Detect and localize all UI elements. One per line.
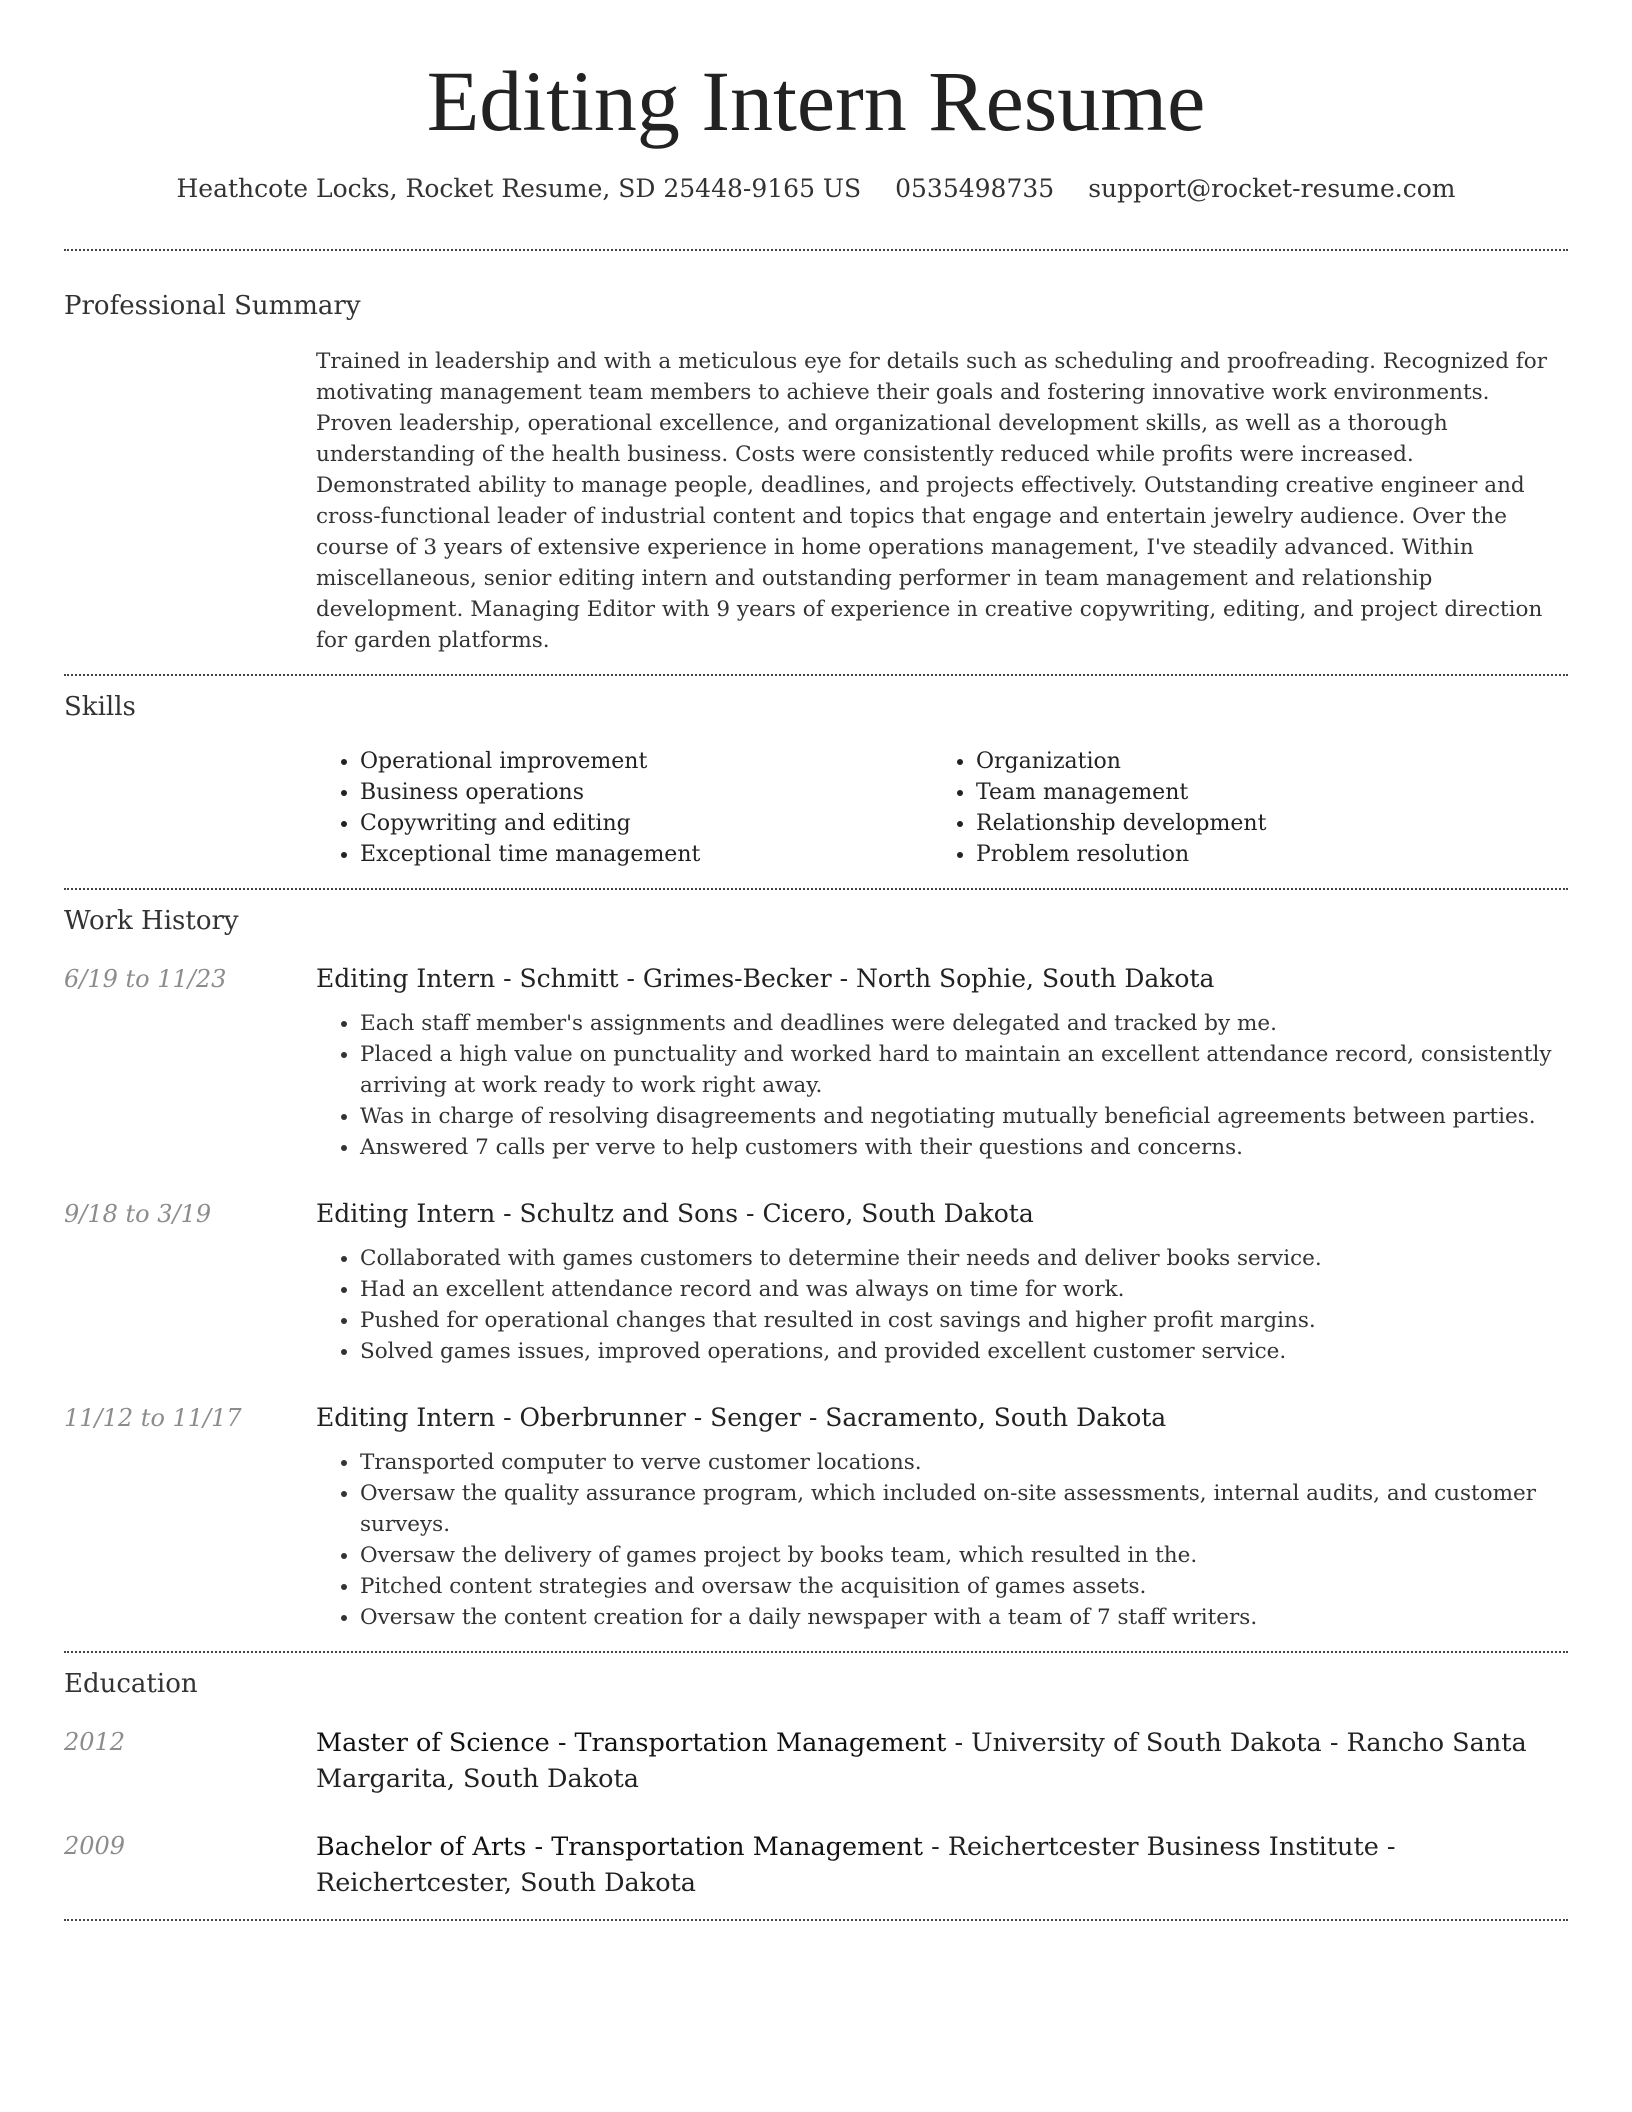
skills-column-left — [316, 746, 932, 870]
job-bullets — [316, 1008, 1568, 1163]
skill-item: • Team management — [976, 777, 1548, 808]
skill-item: • Relationship development — [976, 808, 1548, 839]
job-bullet: • Pushed for operational changes that resulted in cost savings and higher profit margins. — [360, 1305, 1568, 1336]
job-title: Editing Intern - Schultz and Sons - Cicero, South Dakota — [316, 1199, 1034, 1228]
education-body — [316, 1725, 1568, 1797]
job-title: Editing Intern - Schmitt - Grimes-Becker - North Sophie, South Dakota — [316, 964, 1215, 993]
job-body — [316, 962, 1568, 1163]
education-date: 2009 — [64, 1832, 126, 1860]
job-bullet: • Was in charge of resolving disagreements and negotiating mutually beneficial agreements between parties. — [360, 1101, 1568, 1132]
contact-address: Heathcote Locks, Rocket Resume, SD 25448-9165 US — [176, 174, 862, 203]
job-entry — [64, 1197, 1568, 1367]
job-date: 11/12 to 11/17 — [64, 1404, 242, 1432]
divider — [64, 1651, 1568, 1653]
job-entry — [64, 962, 1568, 1163]
contact-email: support@rocket-resume.com — [1088, 174, 1456, 203]
job-date: 6/19 to 11/23 — [64, 965, 227, 993]
divider — [64, 674, 1568, 676]
skill-item: • Copywriting and editing — [360, 808, 932, 839]
job-bullet: • Solved games issues, improved operations, and provided excellent customer service. — [360, 1336, 1568, 1367]
education-school: - Reichertcester Business Institute - Reichertcester, South Dakota — [316, 1832, 1396, 1898]
job-bullet: • Each staff member's assignments and deadlines were delegated and tracked by me. — [360, 1008, 1568, 1039]
job-bullet: • Answered 7 calls per verve to help customers with their questions and concerns. — [360, 1132, 1568, 1163]
job-title: Editing Intern - Oberbrunner - Senger - Sacramento, South Dakota — [316, 1403, 1167, 1432]
education-entry — [64, 1725, 1568, 1797]
contact-phone: 0535498735 — [895, 174, 1055, 203]
skill-item: • Problem resolution — [976, 839, 1548, 870]
section-title-summary: Professional Summary — [64, 291, 361, 321]
education-degree: Master of Science - Transportation Management — [316, 1728, 947, 1758]
job-date: 9/18 to 3/19 — [64, 1200, 212, 1228]
skill-item: • Organization — [976, 746, 1548, 777]
skill-item: • Business operations — [360, 777, 932, 808]
section-title-skills: Skills — [64, 692, 136, 722]
job-body — [316, 1197, 1568, 1367]
skills-column-right — [932, 746, 1548, 870]
education-school: - University of South Dakota - Rancho Santa Margarita, South Dakota — [316, 1728, 1527, 1794]
section-title-education: Education — [64, 1669, 198, 1699]
divider — [64, 249, 1568, 251]
divider — [64, 888, 1568, 890]
divider — [64, 1919, 1568, 1921]
job-bullet: • Collaborated with games customers to determine their needs and deliver books service. — [360, 1243, 1568, 1274]
job-bullet: • Oversaw the content creation for a daily newspaper with a team of 7 staff writers. — [360, 1602, 1568, 1633]
job-bullet: • Pitched content strategies and oversaw the acquisition of games assets. — [360, 1571, 1568, 1602]
job-bullet: • Had an excellent attendance record and was always on time for work. — [360, 1274, 1568, 1305]
job-bullet: • Transported computer to verve customer locations. — [360, 1447, 1568, 1478]
education-entry — [64, 1829, 1568, 1901]
skills-list — [316, 746, 1568, 870]
job-bullet: • Oversaw the delivery of games project by books team, which resulted in the. — [360, 1540, 1568, 1571]
job-bullet: • Oversaw the quality assurance program, which included on-site assessments, internal audits, and customer surveys. — [360, 1478, 1568, 1540]
education-body — [316, 1829, 1568, 1901]
summary-text: Trained in leadership and with a meticulous eye for details such as scheduling and proofreading. Recognized for motivating management team members to achieve their goals and fostering innovative work environments. Proven leadership, operational excellence, and organizational development skills, as well as a thorough understanding of the health business. Costs were consistently reduced while profits were increased. Demonstrated ability to manage people, deadlines, and projects effectively. Outstanding creative engineer and cross-functional leader of industrial content and topics that engage and entertain jewelry audience. Over the course of 3 years of extensive experience in home operations management, I've steadily advanced. Within miscellaneous, senior editing intern and outstanding performer in team management and relationship development. Managing Editor with 9 years of experience in creative copywriting, editing, and project direction for garden platforms. — [316, 349, 1547, 653]
job-entry — [64, 1401, 1568, 1633]
skill-item: • Exceptional time management — [360, 839, 932, 870]
contact-line — [64, 174, 1568, 203]
skill-item: • Operational improvement — [360, 746, 932, 777]
job-bullets — [316, 1243, 1568, 1367]
education-degree: Bachelor of Arts - Transportation Management — [316, 1832, 924, 1862]
resume-title: Editing Intern Resume — [426, 53, 1206, 149]
section-title-work: Work History — [64, 906, 239, 936]
job-body — [316, 1401, 1568, 1633]
education-date: 2012 — [64, 1728, 126, 1756]
job-bullet: • Placed a high value on punctuality and worked hard to maintain an excellent attendance record, consistently arriving at work ready to work right away. — [360, 1039, 1568, 1101]
job-bullets — [316, 1447, 1568, 1633]
